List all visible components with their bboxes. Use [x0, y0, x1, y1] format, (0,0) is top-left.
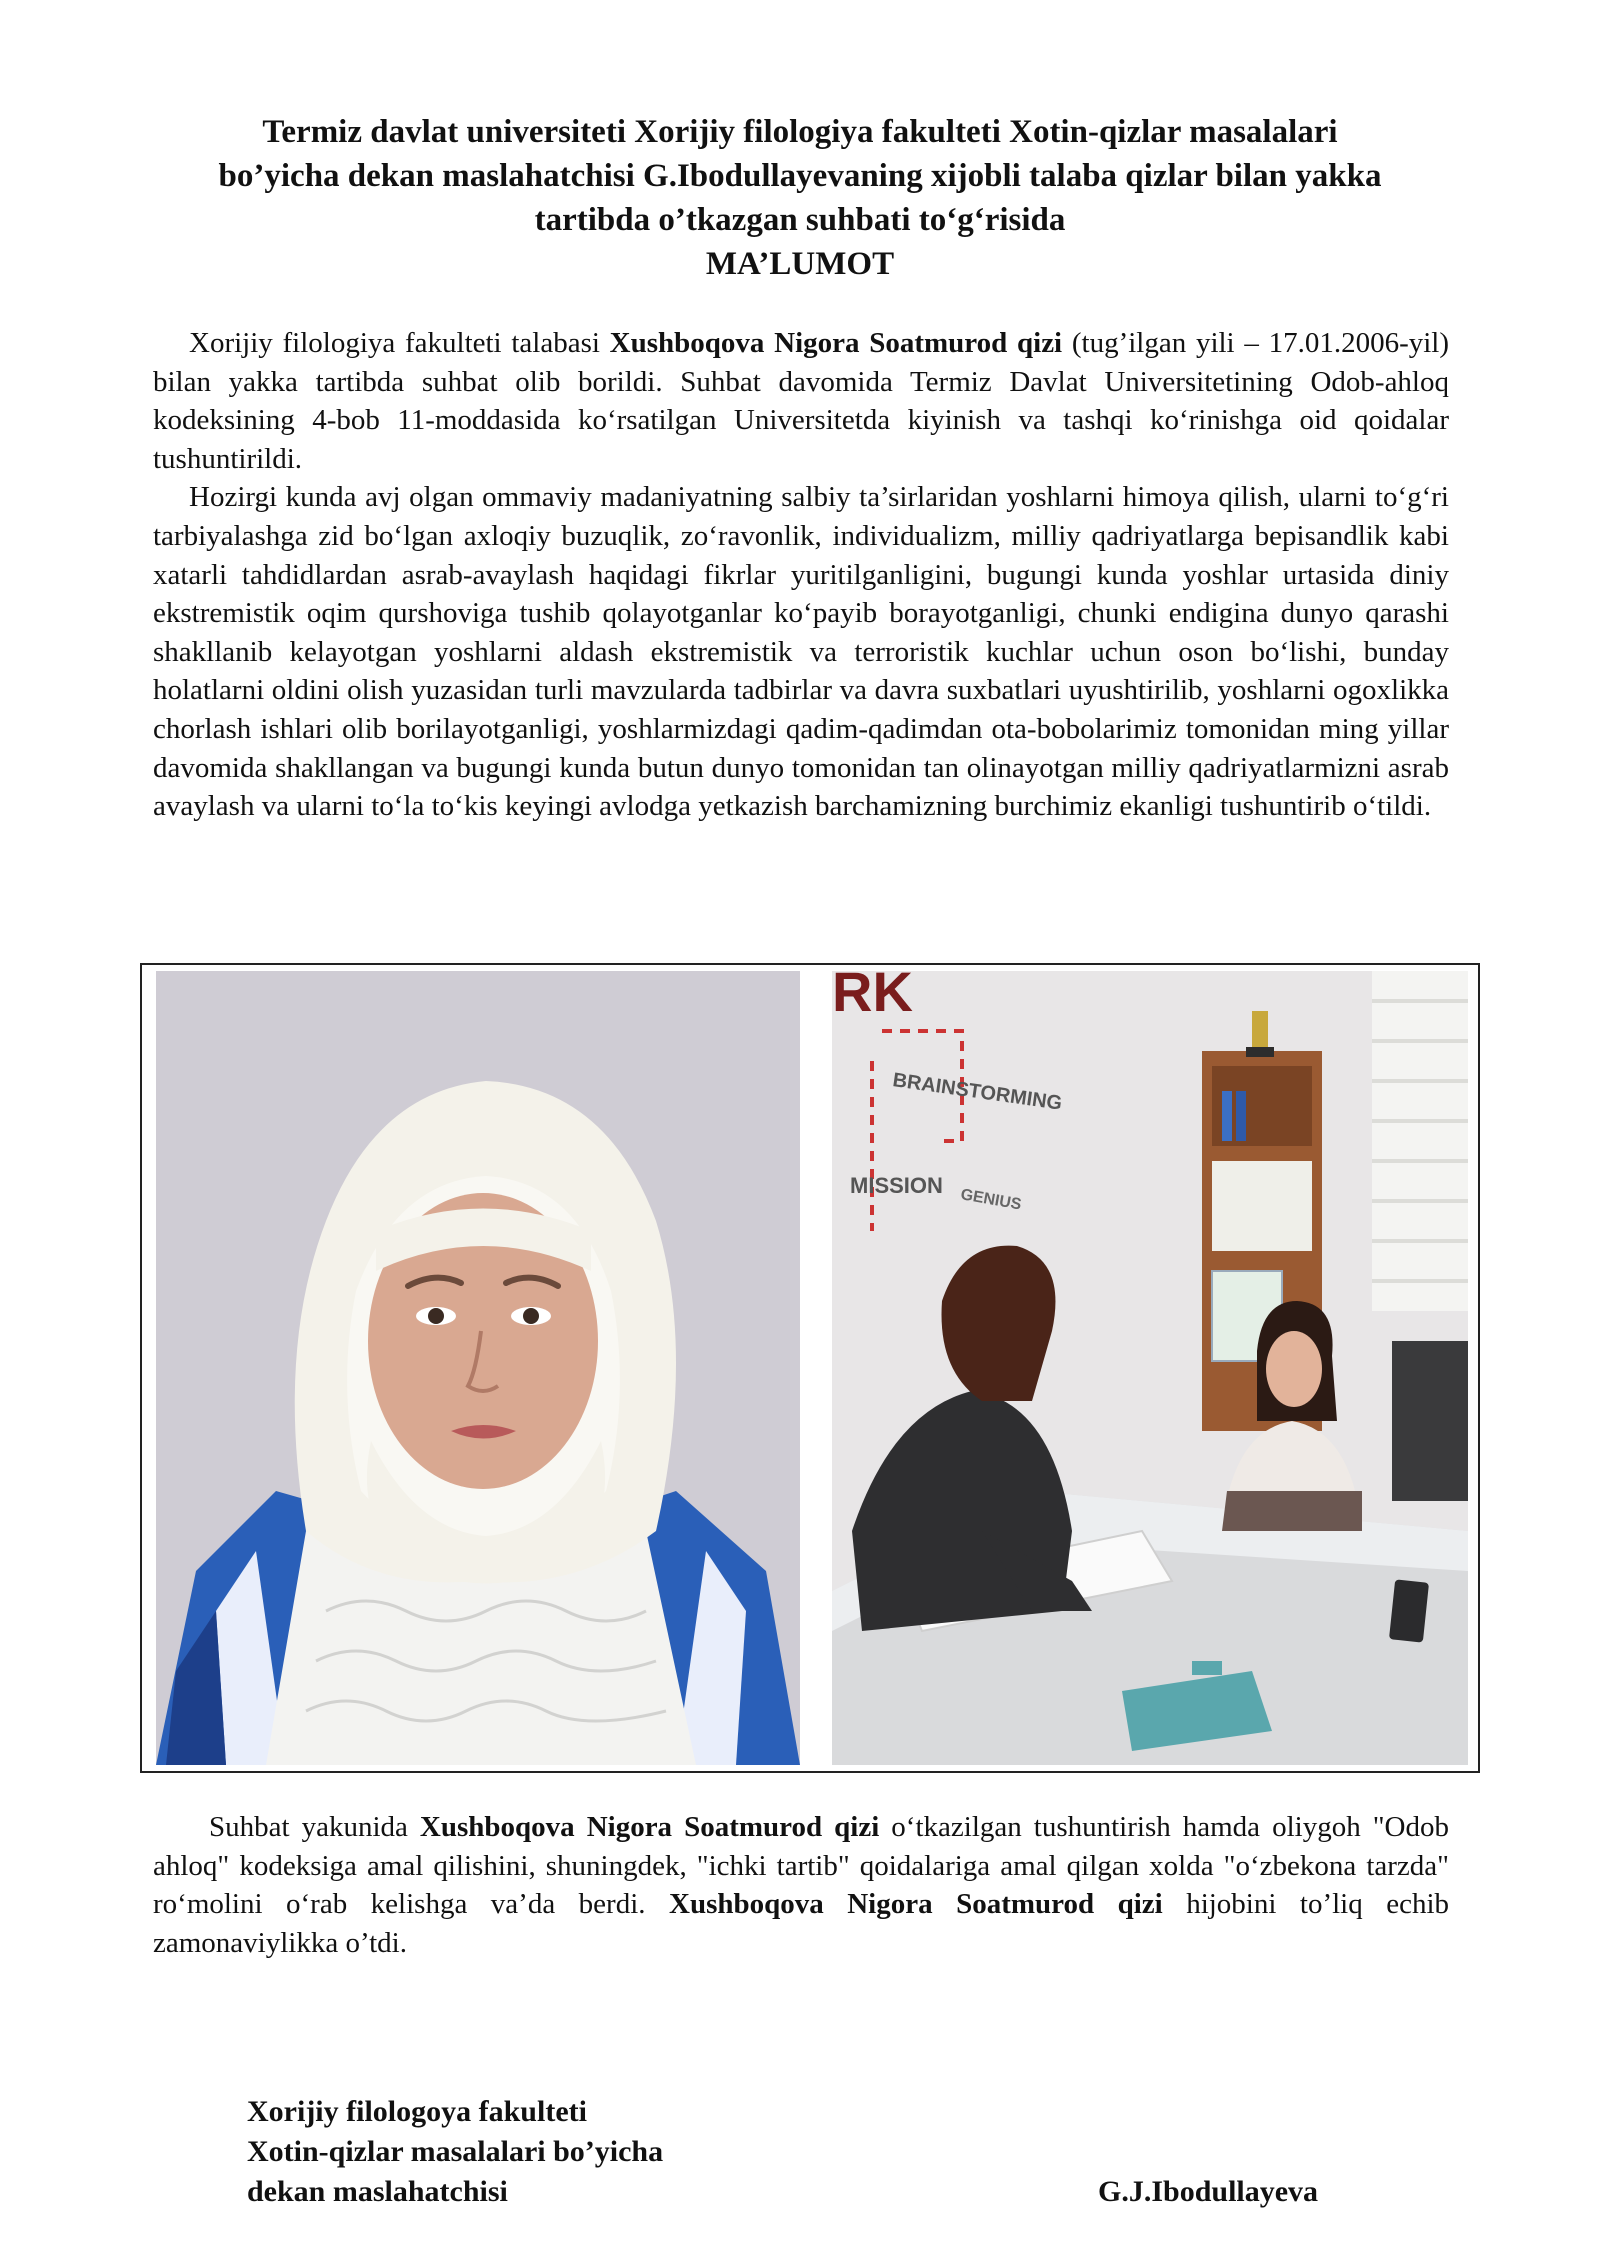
- title-line-2: bo’yicha dekan maslahatchisi G.Ibodullayevaning xijobli talaba qizlar bilan yakka: [218, 158, 1382, 194]
- signature-line-3: dekan maslahatchisi: [247, 2175, 508, 2208]
- wall-text-brainstorming: BRAINSTORMING: [891, 1069, 1064, 1115]
- p3-text-b: o‘tkazilgan tushuntirish hamda oliygoh "Odob ahloq" kodeksiga amal qilishini, shuningdek, "ichki tartib" qoidalariga amal qilgan xolda "o‘zbekona tarzda" ro‘molini o‘rab kelishga va’da berdi.: [153, 1811, 1450, 1921]
- intro-text: [153, 324, 1449, 826]
- title-line-3: tartibda o’tkazgan suhbati to‘g‘risida: [534, 202, 1066, 238]
- p1-text-b: (tug’ilgan yili – 17.01.2006-yil) bilan yakka tartibda suhbat olib borildi. Suhbat davomida Termiz Davlat Universitetining Odob-ahloq kodeksining 4-bob 11-moddasida ko‘rsatilgan Universitetda kiyinish va tashqi ko‘rinishga oid qoidalar tushuntirildi.: [153, 327, 1449, 475]
- meeting-illustration: [832, 971, 1468, 1765]
- p3-text-a: Suhbat yakunida: [209, 1811, 420, 1843]
- photo-collage: [140, 963, 1480, 1773]
- wall-text-genius: GENIUS: [959, 1186, 1023, 1214]
- paragraph-3: [153, 1808, 1449, 1962]
- paragraph-1: [153, 324, 1449, 478]
- student-name-3: Xushboqova Nigora Soatmurod qizi: [669, 1888, 1163, 1921]
- signature-line-1: Xorijiy filologoya fakulteti: [247, 2095, 587, 2128]
- signature-position: [247, 2092, 663, 2212]
- p1-text-a: Xorijiy filologiya fakulteti talabasi: [189, 327, 610, 359]
- document-title: [150, 110, 1450, 286]
- meeting-photo: [832, 971, 1468, 1765]
- portrait-illustration: [156, 971, 800, 1765]
- student-portrait-photo: [156, 971, 800, 1765]
- title-heading: MA’LUMOT: [705, 246, 895, 282]
- p3-text-c: hijobini to’liq echib zamonaviylikka o’tdi.: [153, 1888, 1450, 1959]
- student-name: Xushboqova Nigora Soatmurod qizi: [609, 327, 1063, 359]
- wall-text-mission: MISSION: [850, 1173, 943, 1198]
- paragraph-2: Hozirgi kunda avj olgan ommaviy madaniyatning salbiy ta’sirlaridan yoshlarni himoya qilish, ularni to‘g‘ri tarbiyalashga zid bo‘lgan axloqiy buzuqlik, zo‘ravonlik, individualizm, milliy qadriyatlarga bepisandlik kabi xatarli tahdidlardan asrab-avaylash haqidagi fikrlar yuritilganligini, bugungi kunda yoshlar urtasida diniy ekstremistik oqim qurshoviga tushib qolayotganlar ko‘payib borayotganligi, chunki endigina dunyo qarashi shakllanib kelayotgan yoshlarni aldash ekstremistik va terroristik kuchlar uchun oson bo‘lishi, bunday holatlarni oldini olish yuzasidan turli mavzularda tadbirlar va davra suxbatlari uyushtirilib, yoshlarni ogoxlikka chorlash ishlari olib borilayotganligi, yoshlarmizdagi qadim-qadimdan ota-bobolarimiz tomonidan ming yillar davomida shakllangan va bugungi kunda butun dunyo tomonidan tan olinayotgan milliy qadriyatlarmizni asrab avaylash va ularni to‘la to‘kis keyingi avlodga yetkazish barchamizning burchimiz ekanligi tushuntirib o‘tildi.: [153, 481, 1449, 823]
- student-name-2: Xushboqova Nigora Soatmurod qizi: [419, 1811, 880, 1843]
- signature-line-2: Xotin-qizlar masalalari bo’yicha: [247, 2135, 664, 2168]
- conclusion-text: [153, 1808, 1449, 1962]
- signature-name: G.J.Ibodullayeva: [1098, 2175, 1319, 2208]
- title-line-1: Termiz davlat universiteti Xorijiy filologiya fakulteti Xotin-qizlar masalalari: [262, 114, 1338, 150]
- wall-text-rk: RK: [832, 971, 913, 1023]
